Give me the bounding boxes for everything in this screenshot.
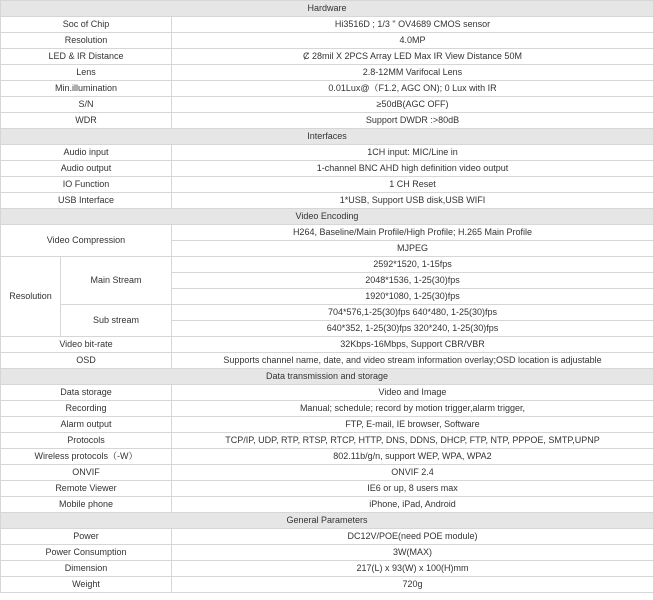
row-label: IO Function bbox=[1, 177, 172, 193]
row-value: DC12V/POE(need POE module) bbox=[172, 529, 653, 545]
row-value: 3W(MAX) bbox=[172, 545, 653, 561]
table-row bbox=[1, 353, 653, 369]
row-value: Manual; schedule; record by motion trigger,alarm trigger, bbox=[172, 401, 653, 417]
row-value: 2.8-12MM Varifocal Lens bbox=[172, 65, 653, 81]
section-video-encoding bbox=[1, 209, 653, 225]
table-row bbox=[1, 113, 653, 129]
section-title: Data transmission and storage bbox=[1, 369, 653, 385]
table-row bbox=[1, 17, 653, 33]
row-value: 1-channel BNC AHD high definition video output bbox=[172, 161, 653, 177]
table-row bbox=[1, 561, 653, 577]
row-label: Power bbox=[1, 529, 172, 545]
resolution-label: Resolution bbox=[1, 257, 61, 337]
row-label: Audio input bbox=[1, 145, 172, 161]
row-label: Data storage bbox=[1, 385, 172, 401]
section-general bbox=[1, 513, 653, 529]
main-stream-label: Main Stream bbox=[61, 257, 172, 305]
row-value: H264, Baseline/Main Profile/High Profile; H.265 Main Profile bbox=[172, 225, 653, 241]
sub-stream-label: Sub stream bbox=[61, 305, 172, 337]
table-row bbox=[1, 193, 653, 209]
row-label: Weight bbox=[1, 577, 172, 593]
row-label: ONVIF bbox=[1, 465, 172, 481]
row-value: 704*576,1-25(30)fps 640*480, 1-25(30)fps bbox=[172, 305, 653, 321]
row-value: TCP/IP, UDP, RTP, RTSP, RTCP, HTTP, DNS, DDNS, DHCP, FTP, NTP, PPPOE, SMTP,UPNP bbox=[172, 433, 653, 449]
table-row bbox=[1, 225, 653, 241]
row-value: Ȼ 28mil X 2PCS Array LED Max IR View Distance 50M bbox=[172, 49, 653, 65]
table-row bbox=[1, 417, 653, 433]
row-label: Recording bbox=[1, 401, 172, 417]
row-label: OSD bbox=[1, 353, 172, 369]
row-value: Hi3516D ; 1/3 " OV4689 CMOS sensor bbox=[172, 17, 653, 33]
table-row bbox=[1, 577, 653, 593]
row-label: Alarm output bbox=[1, 417, 172, 433]
table-row bbox=[1, 481, 653, 497]
row-value: 720g bbox=[172, 577, 653, 593]
row-label: LED & IR Distance bbox=[1, 49, 172, 65]
row-label: Min.illumination bbox=[1, 81, 172, 97]
row-label: S/N bbox=[1, 97, 172, 113]
table-row bbox=[1, 545, 653, 561]
row-label: Soc of Chip bbox=[1, 17, 172, 33]
row-value: MJPEG bbox=[172, 241, 653, 257]
table-row bbox=[1, 465, 653, 481]
row-value: Support DWDR :>80dB bbox=[172, 113, 653, 129]
row-label: Lens bbox=[1, 65, 172, 81]
row-label: Power Consumption bbox=[1, 545, 172, 561]
row-label: Video Compression bbox=[1, 225, 172, 257]
row-value: 1CH input: MIC/Line in bbox=[172, 145, 653, 161]
table-row bbox=[1, 177, 653, 193]
table-row bbox=[1, 33, 653, 49]
table-row bbox=[1, 497, 653, 513]
row-label: Wireless protocols（-W） bbox=[1, 449, 172, 465]
row-value: 1*USB, Support USB disk,USB WIFI bbox=[172, 193, 653, 209]
row-value: 4.0MP bbox=[172, 33, 653, 49]
section-interfaces bbox=[1, 129, 653, 145]
table-row bbox=[1, 145, 653, 161]
row-label: Remote Viewer bbox=[1, 481, 172, 497]
row-label: Resolution bbox=[1, 33, 172, 49]
row-value: 640*352, 1-25(30)fps 320*240, 1-25(30)fps bbox=[172, 321, 653, 337]
table-row bbox=[1, 49, 653, 65]
row-value: 1920*1080, 1-25(30)fps bbox=[172, 289, 653, 305]
row-label: Video bit-rate bbox=[1, 337, 172, 353]
row-value: ≥50dB(AGC OFF) bbox=[172, 97, 653, 113]
row-value: iPhone, iPad, Android bbox=[172, 497, 653, 513]
row-value: 802.11b/g/n, support WEP, WPA, WPA2 bbox=[172, 449, 653, 465]
table-row bbox=[1, 161, 653, 177]
row-value: 217(L) x 93(W) x 100(H)mm bbox=[172, 561, 653, 577]
table-row bbox=[1, 257, 653, 273]
section-title: Interfaces bbox=[1, 129, 653, 145]
row-label: Protocols bbox=[1, 433, 172, 449]
table-row bbox=[1, 81, 653, 97]
row-value: FTP, E-mail, IE browser, Software bbox=[172, 417, 653, 433]
row-value: 1 CH Reset bbox=[172, 177, 653, 193]
row-value: ONVIF 2.4 bbox=[172, 465, 653, 481]
row-value: Video and Image bbox=[172, 385, 653, 401]
table-row bbox=[1, 65, 653, 81]
row-value: 2592*1520, 1-15fps bbox=[172, 257, 653, 273]
table-row bbox=[1, 97, 653, 113]
section-title: Hardware bbox=[1, 1, 653, 17]
row-label: Dimension bbox=[1, 561, 172, 577]
row-label: WDR bbox=[1, 113, 172, 129]
section-title: General Parameters bbox=[1, 513, 653, 529]
row-value: 2048*1536, 1-25(30)fps bbox=[172, 273, 653, 289]
row-value: 32Kbps-16Mbps, Support CBR/VBR bbox=[172, 337, 653, 353]
row-value: IE6 or up, 8 users max bbox=[172, 481, 653, 497]
section-hardware bbox=[1, 1, 653, 17]
table-row bbox=[1, 449, 653, 465]
row-label: Audio output bbox=[1, 161, 172, 177]
row-label: Mobile phone bbox=[1, 497, 172, 513]
table-row bbox=[1, 337, 653, 353]
table-row bbox=[1, 305, 653, 321]
table-row bbox=[1, 529, 653, 545]
table-row bbox=[1, 433, 653, 449]
row-label: USB Interface bbox=[1, 193, 172, 209]
table-row bbox=[1, 385, 653, 401]
section-title: Video Encoding bbox=[1, 209, 653, 225]
section-data-transmission bbox=[1, 369, 653, 385]
row-value: Supports channel name, date, and video stream information overlay;OSD location is adjustable bbox=[172, 353, 653, 369]
table-row bbox=[1, 401, 653, 417]
row-value: 0.01Lux@（F1.2, AGC ON); 0 Lux with IR bbox=[172, 81, 653, 97]
